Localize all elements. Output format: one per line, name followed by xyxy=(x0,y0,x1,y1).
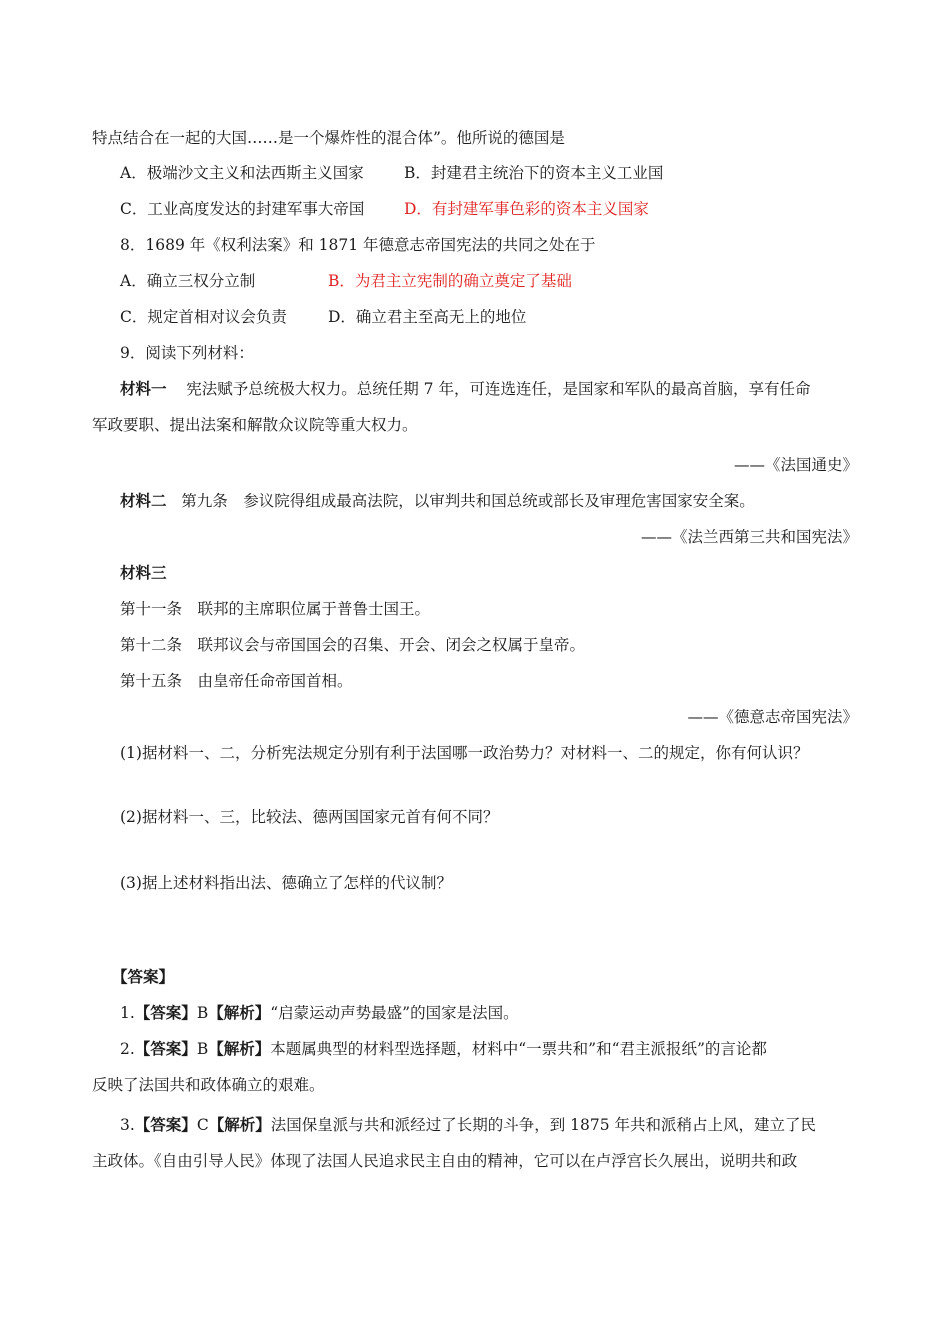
material-2-label: 材料二 xyxy=(120,491,167,510)
material-3-source: ——《德意志帝国宪法》 xyxy=(687,708,858,726)
material-3-article-15: 第十五条 由皇帝任命帝国首相。 xyxy=(120,672,353,690)
answer-3-text: 法国保皇派与共和派经过了长期的斗争，到 1875 年共和派稍占上风，建立了民 xyxy=(270,1116,817,1134)
q7-option-b: B．封建君主统治下的资本主义工业国 xyxy=(404,164,664,182)
answer-3-text-continued: 主政体。《自由引导人民》体现了法国人民追求民主自由的精神，它可以在卢浮宫长久展出，说明共和政 xyxy=(92,1152,798,1170)
answer-2-choice: B xyxy=(196,1040,209,1058)
material-2-text: 第九条 参议院得组成最高法院，以审判共和国总统或部长及审理危害国家安全案。 xyxy=(181,492,755,510)
answer-2-text: 本题属典型的材料型选择题，材料中“一票共和”和“君主派报纸”的言论都 xyxy=(270,1040,767,1058)
material-3-label: 材料三 xyxy=(120,563,167,582)
answer-3-choice: C xyxy=(196,1116,209,1134)
answer-tag: 【答案】 xyxy=(134,1003,197,1022)
material-3-article-12: 第十二条 联邦议会与帝国国会的召集、开会、闭会之权属于皇帝。 xyxy=(120,636,586,654)
q8-option-c: C．规定首相对议会负责 xyxy=(120,308,287,326)
q8-option-a: A．确立三权分立制 xyxy=(120,272,256,290)
q7-option-d-answer: D．有封建军事色彩的资本主义国家 xyxy=(404,200,649,218)
answer-2-number: 2. xyxy=(120,1040,135,1058)
answer-1-choice: B xyxy=(196,1004,209,1022)
answer-1-text: “启蒙运动声势最盛”的国家是法国。 xyxy=(270,1004,519,1022)
material-1 xyxy=(120,378,810,400)
answer-tag: 【答案】 xyxy=(134,1039,197,1058)
material-1-text: 宪法赋予总统极大权力。总统任期 7 年，可连选连任，是国家和军队的最高首脑，享有任命 xyxy=(186,380,811,398)
analysis-tag: 【解析】 xyxy=(208,1115,271,1134)
q9-stem: 9．阅读下列材料： xyxy=(120,344,254,362)
answer-3-number: 3. xyxy=(120,1116,135,1134)
answer-1 xyxy=(120,1002,519,1024)
analysis-tag: 【解析】 xyxy=(208,1039,271,1058)
q8-option-b-answer: B．为君主立宪制的确立奠定了基础 xyxy=(328,272,572,290)
material-1-label: 材料一 xyxy=(120,379,167,398)
analysis-tag: 【解析】 xyxy=(208,1003,271,1022)
q7-stem-tail: 特点结合在一起的大国……是一个爆炸性的混合体”。他所说的德国是 xyxy=(92,129,565,147)
q8-stem: 8．1689 年《权利法案》和 1871 年德意志帝国宪法的共同之处在于 xyxy=(120,236,596,254)
answer-3 xyxy=(120,1114,816,1136)
answers-heading: 【答案】 xyxy=(112,967,175,986)
q8-option-d: D．确立君主至高无上的地位 xyxy=(328,308,527,326)
q9-sub-question-3: (3)据上述材料指出法、德确立了怎样的代议制？ xyxy=(120,874,452,892)
q9-sub-question-1: (1)据材料一、二，分析宪法规定分别有利于法国哪一政治势力？对材料一、二的规定，你有何认识？ xyxy=(120,744,809,762)
material-2 xyxy=(120,490,755,512)
material-2-source: ——《法兰西第三共和国宪法》 xyxy=(640,528,858,546)
q9-sub-question-2: (2)据材料一、三，比较法、德两国国家元首有何不同？ xyxy=(120,808,499,826)
material-3-article-11: 第十一条 联邦的主席职位属于普鲁士国王。 xyxy=(120,600,431,618)
q7-option-a: A．极端沙文主义和法西斯主义国家 xyxy=(120,164,364,182)
material-1-source: ——《法国通史》 xyxy=(733,456,858,474)
q7-option-c: C．工业高度发达的封建军事大帝国 xyxy=(120,200,365,218)
answer-1-number: 1. xyxy=(120,1004,135,1022)
answer-2 xyxy=(120,1038,767,1060)
answer-2-text-continued: 反映了法国共和政体确立的艰难。 xyxy=(92,1076,325,1094)
answer-tag: 【答案】 xyxy=(134,1115,197,1134)
material-1-text-continued: 军政要职、提出法案和解散众议院等重大权力。 xyxy=(92,416,418,434)
